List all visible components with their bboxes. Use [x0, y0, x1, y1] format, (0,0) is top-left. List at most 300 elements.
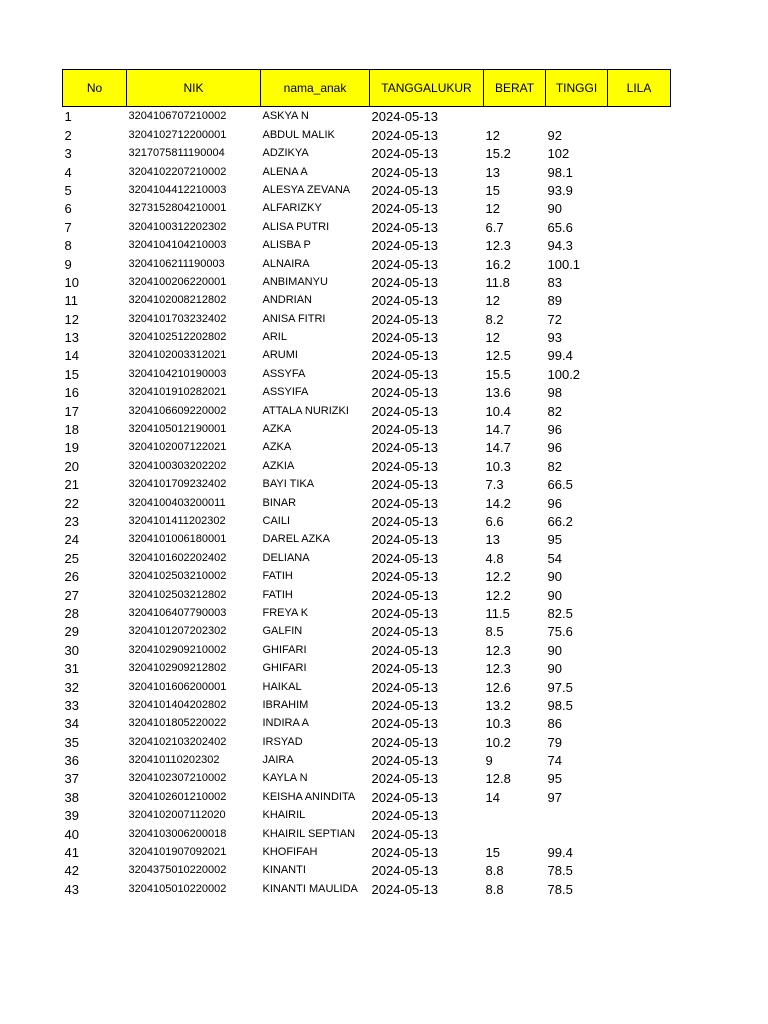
header-no: No — [63, 70, 127, 107]
table-row — [63, 401, 671, 419]
table-row — [63, 291, 671, 309]
cell-nik: 3204102207210002 — [128, 165, 227, 178]
cell-no: 29 — [64, 624, 79, 640]
cell-lila — [608, 162, 671, 180]
cell-lila — [608, 420, 671, 438]
cell-tanggalukur: 2024-05-13 — [371, 863, 438, 879]
cell-tanggalukur: 2024-05-13 — [371, 808, 438, 824]
cell-nama-anak: BAYI TIKA — [262, 478, 315, 491]
cell-berat: 12 — [485, 330, 500, 346]
cell-no: 43 — [64, 881, 79, 897]
cell-nik: 3204101207202302 — [128, 625, 227, 638]
cell-no: 14 — [64, 348, 79, 364]
table-row — [63, 162, 671, 180]
cell-no: 40 — [64, 826, 79, 842]
cell-tinggi: 95 — [547, 532, 562, 548]
cell-no: 19 — [64, 440, 79, 456]
cell-tanggalukur: 2024-05-13 — [371, 164, 438, 180]
table-row — [63, 328, 671, 346]
header-lila: LILA — [608, 70, 671, 107]
cell-tanggalukur: 2024-05-13 — [371, 624, 438, 640]
cell-tinggi: 90 — [547, 661, 562, 677]
cell-lila — [608, 714, 671, 732]
cell-tanggalukur: 2024-05-13 — [371, 219, 438, 235]
table-row — [63, 438, 671, 456]
cell-no: 23 — [64, 513, 79, 529]
cell-tanggalukur: 2024-05-13 — [371, 311, 438, 327]
cell-no: 7 — [64, 219, 72, 235]
cell-nama-anak: ALISBA P — [262, 239, 311, 252]
cell-lila — [608, 383, 671, 401]
cell-no: 41 — [64, 845, 79, 861]
cell-no: 24 — [64, 532, 79, 548]
cell-nik: 3204102003312021 — [128, 349, 227, 362]
cell-nik: 3204102601210002 — [128, 790, 227, 803]
cell-berat: 12.6 — [485, 679, 511, 695]
cell-tinggi — [546, 824, 608, 842]
cell-nama-anak: KINANTI — [262, 864, 306, 877]
cell-nik: 3204102909210002 — [128, 643, 227, 656]
cell-nik: 3204105010220002 — [128, 882, 227, 895]
cell-lila — [608, 512, 671, 530]
table-row — [63, 144, 671, 162]
cell-berat — [484, 107, 546, 126]
cell-tinggi: 75.6 — [547, 624, 573, 640]
table-row — [63, 530, 671, 548]
cell-tanggalukur: 2024-05-13 — [371, 127, 438, 143]
cell-nik: 3204101703232402 — [128, 312, 227, 325]
table-row — [63, 640, 671, 658]
cell-tinggi: 66.5 — [547, 477, 573, 493]
cell-tanggalukur: 2024-05-13 — [371, 403, 438, 419]
cell-tinggi: 94.3 — [547, 238, 573, 254]
cell-nama-anak: ANISA FITRI — [262, 312, 326, 325]
cell-berat: 13.2 — [485, 697, 511, 713]
cell-tanggalukur: 2024-05-13 — [371, 642, 438, 658]
table-row — [63, 236, 671, 254]
cell-berat — [484, 824, 546, 842]
cell-tanggalukur: 2024-05-13 — [371, 385, 438, 401]
cell-no: 16 — [64, 385, 79, 401]
cell-nik: 3204106407790003 — [128, 606, 227, 619]
cell-no: 20 — [64, 458, 79, 474]
cell-tinggi: 78.5 — [547, 863, 573, 879]
cell-berat: 13 — [485, 532, 500, 548]
cell-berat: 11.5 — [485, 605, 510, 621]
cell-no: 32 — [64, 679, 79, 695]
cell-no: 17 — [64, 403, 79, 419]
table-row — [63, 309, 671, 327]
cell-tanggalukur: 2024-05-13 — [371, 881, 438, 897]
cell-tinggi: 95 — [547, 771, 562, 787]
cell-tanggalukur: 2024-05-13 — [371, 495, 438, 511]
cell-lila — [608, 787, 671, 805]
cell-lila — [608, 144, 671, 162]
header-nama-anak: nama_anak — [261, 70, 370, 107]
cell-tinggi: 93 — [547, 330, 562, 346]
table-row — [63, 696, 671, 714]
cell-lila — [608, 475, 671, 493]
cell-nik: 3204102503210002 — [128, 570, 227, 583]
cell-berat: 11.8 — [485, 274, 510, 290]
cell-nama-anak: KHAIRIL SEPTIAN — [262, 827, 356, 840]
cell-no: 35 — [64, 734, 79, 750]
cell-lila — [608, 806, 671, 824]
cell-nama-anak: ALESYA ZEVANA — [262, 183, 351, 196]
cell-no: 21 — [64, 477, 79, 493]
cell-no: 25 — [64, 550, 79, 566]
cell-nik: 3204101907092021 — [128, 846, 227, 859]
table-row — [63, 879, 671, 897]
cell-tinggi: 82.5 — [547, 605, 573, 621]
cell-berat: 10.3 — [485, 458, 511, 474]
cell-lila — [608, 456, 671, 474]
table-row — [63, 585, 671, 603]
cell-nik: 3204106211190003 — [128, 257, 225, 270]
cell-lila — [608, 567, 671, 585]
cell-nik: 3204100303202202 — [128, 459, 227, 472]
cell-tinggi: 79 — [547, 734, 562, 750]
cell-lila — [608, 677, 671, 695]
cell-berat: 8.8 — [485, 863, 504, 879]
cell-nik: 3204105012190001 — [128, 423, 227, 436]
cell-tanggalukur: 2024-05-13 — [371, 348, 438, 364]
table-body — [63, 107, 671, 898]
cell-nama-anak: AZKIA — [262, 459, 295, 472]
table-row — [63, 769, 671, 787]
cell-tinggi: 86 — [547, 716, 562, 732]
cell-berat: 12 — [485, 293, 500, 309]
cell-lila — [608, 254, 671, 272]
cell-nik: 3204101910282021 — [128, 386, 227, 399]
cell-nik: 3204104104210003 — [128, 239, 227, 252]
cell-no: 15 — [64, 366, 79, 382]
cell-tanggalukur: 2024-05-13 — [371, 293, 438, 309]
cell-tinggi: 74 — [547, 753, 562, 769]
cell-tanggalukur: 2024-05-13 — [371, 366, 438, 382]
cell-lila — [608, 769, 671, 787]
cell-no: 33 — [64, 697, 79, 713]
cell-nama-anak: JAIRA — [262, 754, 294, 767]
cell-nama-anak: INDIRA A — [262, 717, 309, 730]
cell-berat: 12.5 — [485, 348, 511, 364]
cell-nama-anak: ASSYIFA — [262, 386, 309, 399]
table-row — [63, 475, 671, 493]
cell-lila — [608, 879, 671, 897]
cell-no: 12 — [64, 311, 79, 327]
cell-tinggi: 90 — [547, 201, 562, 217]
cell-nama-anak: AZKA — [262, 441, 292, 454]
cell-berat: 16.2 — [485, 256, 511, 272]
cell-berat: 12 — [485, 201, 500, 217]
cell-berat: 7.3 — [485, 477, 504, 493]
cell-tinggi: 65.6 — [547, 219, 573, 235]
cell-tanggalukur: 2024-05-13 — [371, 330, 438, 346]
cell-tanggalukur: 2024-05-13 — [371, 513, 438, 529]
cell-lila — [608, 236, 671, 254]
cell-tanggalukur: 2024-05-13 — [371, 256, 438, 272]
cell-no: 38 — [64, 789, 79, 805]
table-row — [63, 217, 671, 235]
cell-berat: 14.7 — [485, 422, 511, 438]
cell-berat: 14 — [485, 789, 500, 805]
cell-nama-anak: AZKA — [262, 423, 292, 436]
cell-nama-anak: FATIH — [262, 570, 293, 583]
cell-no: 1 — [64, 109, 72, 125]
cell-nama-anak: DAREL AZKA — [262, 533, 330, 546]
cell-tanggalukur: 2024-05-13 — [371, 440, 438, 456]
cell-no: 39 — [64, 808, 79, 824]
cell-berat: 8.8 — [485, 881, 504, 897]
cell-nama-anak: CAILI — [262, 514, 291, 527]
cell-berat: 10.3 — [485, 716, 511, 732]
cell-nik: 3204102008212802 — [128, 294, 227, 307]
header-berat: BERAT — [484, 70, 546, 107]
cell-berat: 10.4 — [485, 403, 511, 419]
cell-tinggi: 83 — [547, 274, 562, 290]
cell-nik: 3204102909212802 — [128, 662, 227, 675]
cell-tanggalukur: 2024-05-13 — [371, 716, 438, 732]
cell-tinggi: 98.1 — [547, 164, 573, 180]
cell-nik: 3217075811190004 — [128, 147, 225, 160]
cell-nama-anak: FREYA K — [262, 606, 309, 619]
cell-lila — [608, 604, 671, 622]
cell-nama-anak: KHOFIFAH — [262, 846, 318, 859]
cell-lila — [608, 751, 671, 769]
cell-nama-anak: HAIKAL — [262, 680, 302, 693]
cell-nik: 3204101606200001 — [128, 680, 227, 693]
table-row — [63, 732, 671, 750]
cell-no: 26 — [64, 569, 79, 585]
cell-lila — [608, 824, 671, 842]
cell-nik: 3204103006200018 — [128, 827, 227, 840]
cell-tinggi: 100.2 — [547, 366, 581, 382]
cell-nik: 3204102007112020 — [128, 809, 226, 822]
cell-lila — [608, 291, 671, 309]
cell-no: 3 — [64, 146, 72, 162]
cell-berat: 6.6 — [485, 513, 504, 529]
cell-berat: 15.5 — [485, 366, 511, 382]
cell-nik: 3204102712200001 — [128, 128, 227, 141]
table-row — [63, 125, 671, 143]
cell-nik: 3204106609220002 — [128, 404, 227, 417]
cell-tinggi: 98.5 — [547, 697, 573, 713]
cell-berat: 13.6 — [485, 385, 511, 401]
cell-no: 42 — [64, 863, 79, 879]
cell-tanggalukur: 2024-05-13 — [371, 605, 438, 621]
cell-tanggalukur: 2024-05-13 — [371, 734, 438, 750]
cell-tinggi: 100.1 — [547, 256, 581, 272]
cell-nik: 3204101805220022 — [128, 717, 227, 730]
cell-nik: 3204104210190003 — [128, 367, 227, 380]
cell-nik: 3204102307210002 — [128, 772, 227, 785]
cell-lila — [608, 732, 671, 750]
cell-lila — [608, 493, 671, 511]
cell-berat: 12.2 — [485, 569, 511, 585]
cell-lila — [608, 548, 671, 566]
cell-tanggalukur: 2024-05-13 — [371, 661, 438, 677]
cell-nama-anak: GHIFARI — [262, 662, 307, 675]
cell-tinggi: 82 — [547, 458, 562, 474]
cell-nama-anak: IBRAHIM — [262, 698, 309, 711]
cell-nama-anak: ASSYFA — [262, 367, 306, 380]
cell-nik: 3204100312202302 — [128, 220, 227, 233]
cell-tanggalukur: 2024-05-13 — [371, 753, 438, 769]
cell-nik: 3204102512202802 — [128, 331, 227, 344]
cell-tinggi: 97.5 — [547, 679, 573, 695]
table-row — [63, 346, 671, 364]
cell-tinggi: 82 — [547, 403, 562, 419]
cell-lila — [608, 659, 671, 677]
cell-tanggalukur: 2024-05-13 — [371, 274, 438, 290]
cell-berat: 15 — [485, 845, 500, 861]
table-row — [63, 751, 671, 769]
cell-nik: 3204101411202302 — [128, 514, 226, 527]
header-tinggi: TINGGI — [546, 70, 608, 107]
cell-berat: 8.5 — [485, 624, 504, 640]
cell-berat: 12.3 — [485, 238, 511, 254]
cell-tanggalukur: 2024-05-13 — [371, 569, 438, 585]
table-row — [63, 787, 671, 805]
cell-tinggi: 98 — [547, 385, 562, 401]
cell-nama-anak: ALENA A — [262, 165, 308, 178]
table-row — [63, 843, 671, 861]
cell-nik: 3204106707210002 — [128, 110, 227, 123]
cell-nik: 3204102503212802 — [128, 588, 227, 601]
table-row — [63, 456, 671, 474]
cell-lila — [608, 438, 671, 456]
cell-lila — [608, 273, 671, 291]
table-row — [63, 420, 671, 438]
cell-tinggi: 97 — [547, 789, 562, 805]
cell-lila — [608, 217, 671, 235]
cell-nama-anak: DELIANA — [262, 551, 310, 564]
cell-nik: 3204101006180001 — [128, 533, 227, 546]
cell-tanggalukur: 2024-05-13 — [371, 550, 438, 566]
cell-nama-anak: FATIH — [262, 588, 293, 601]
cell-tinggi — [546, 806, 608, 824]
table-row — [63, 567, 671, 585]
cell-lila — [608, 181, 671, 199]
cell-no: 6 — [64, 201, 72, 217]
header-row — [63, 70, 671, 107]
cell-tanggalukur: 2024-05-13 — [371, 182, 438, 198]
cell-berat: 15.2 — [485, 146, 511, 162]
cell-lila — [608, 107, 671, 126]
cell-nama-anak: GHIFARI — [262, 643, 307, 656]
cell-no: 10 — [64, 274, 79, 290]
cell-berat: 13 — [485, 164, 500, 180]
cell-nama-anak: KINANTI MAULIDA — [262, 882, 358, 895]
cell-nik: 3204102007122021 — [128, 441, 227, 454]
table-row — [63, 824, 671, 842]
cell-nama-anak: ANBIMANYU — [262, 275, 328, 288]
cell-berat: 4.8 — [485, 550, 504, 566]
cell-tanggalukur: 2024-05-13 — [371, 587, 438, 603]
cell-lila — [608, 309, 671, 327]
cell-tinggi: 72 — [547, 311, 562, 327]
header-tanggalukur: TANGGALUKUR — [370, 70, 484, 107]
cell-lila — [608, 401, 671, 419]
table-row — [63, 493, 671, 511]
cell-nik: 3204104412210003 — [128, 183, 227, 196]
cell-nik: 3204375010220002 — [128, 864, 227, 877]
cell-tinggi: 66.2 — [547, 513, 573, 529]
cell-tinggi: 102 — [547, 146, 570, 162]
cell-no: 34 — [64, 716, 79, 732]
cell-tanggalukur: 2024-05-13 — [371, 789, 438, 805]
cell-berat: 14.7 — [485, 440, 511, 456]
cell-tinggi: 90 — [547, 642, 562, 658]
cell-no: 27 — [64, 587, 79, 603]
cell-no: 2 — [64, 127, 72, 143]
cell-berat: 12 — [485, 127, 500, 143]
cell-tanggalukur: 2024-05-13 — [371, 697, 438, 713]
cell-tanggalukur: 2024-05-13 — [371, 477, 438, 493]
table-row — [63, 364, 671, 382]
cell-nama-anak: KAYLA N — [262, 772, 308, 785]
cell-lila — [608, 622, 671, 640]
cell-nama-anak: KHAIRIL — [262, 809, 306, 822]
cell-tinggi: 96 — [547, 422, 562, 438]
table-row — [63, 107, 671, 126]
cell-tanggalukur: 2024-05-13 — [371, 826, 438, 842]
cell-nama-anak: ATTALA NURIZKI — [262, 404, 349, 417]
table-row — [63, 659, 671, 677]
cell-lila — [608, 843, 671, 861]
table-row — [63, 273, 671, 291]
cell-tinggi: 78.5 — [547, 881, 573, 897]
cell-nama-anak: BINAR — [262, 496, 297, 509]
cell-lila — [608, 861, 671, 879]
cell-no: 18 — [64, 422, 79, 438]
cell-tanggalukur: 2024-05-13 — [371, 845, 438, 861]
cell-lila — [608, 364, 671, 382]
cell-lila — [608, 328, 671, 346]
cell-no: 11 — [64, 293, 78, 309]
table-row — [63, 622, 671, 640]
cell-berat: 12.3 — [485, 642, 511, 658]
cell-nik: 320410110202302 — [128, 754, 220, 767]
cell-berat: 15 — [485, 182, 500, 198]
cell-berat: 8.2 — [485, 311, 504, 327]
cell-no: 37 — [64, 771, 79, 787]
table-row — [63, 181, 671, 199]
cell-nama-anak: ARUMI — [262, 349, 298, 362]
cell-tanggalukur: 2024-05-13 — [371, 238, 438, 254]
cell-berat: 10.2 — [485, 734, 511, 750]
cell-tinggi: 89 — [547, 293, 562, 309]
cell-nik: 3204101602202402 — [128, 551, 227, 564]
cell-tanggalukur: 2024-05-13 — [371, 458, 438, 474]
cell-berat: 12.8 — [485, 771, 511, 787]
table-row — [63, 512, 671, 530]
cell-tinggi: 96 — [547, 440, 562, 456]
data-table — [62, 69, 671, 898]
table-row — [63, 861, 671, 879]
cell-no: 28 — [64, 605, 79, 621]
cell-no: 36 — [64, 753, 79, 769]
cell-no: 22 — [64, 495, 79, 511]
cell-nik: 3204101404202802 — [128, 698, 227, 711]
cell-tanggalukur: 2024-05-13 — [371, 201, 438, 217]
table-row — [63, 548, 671, 566]
cell-tinggi: 54 — [547, 550, 562, 566]
cell-lila — [608, 585, 671, 603]
cell-nama-anak: GALFIN — [262, 625, 303, 638]
cell-tinggi: 96 — [547, 495, 562, 511]
cell-lila — [608, 640, 671, 658]
